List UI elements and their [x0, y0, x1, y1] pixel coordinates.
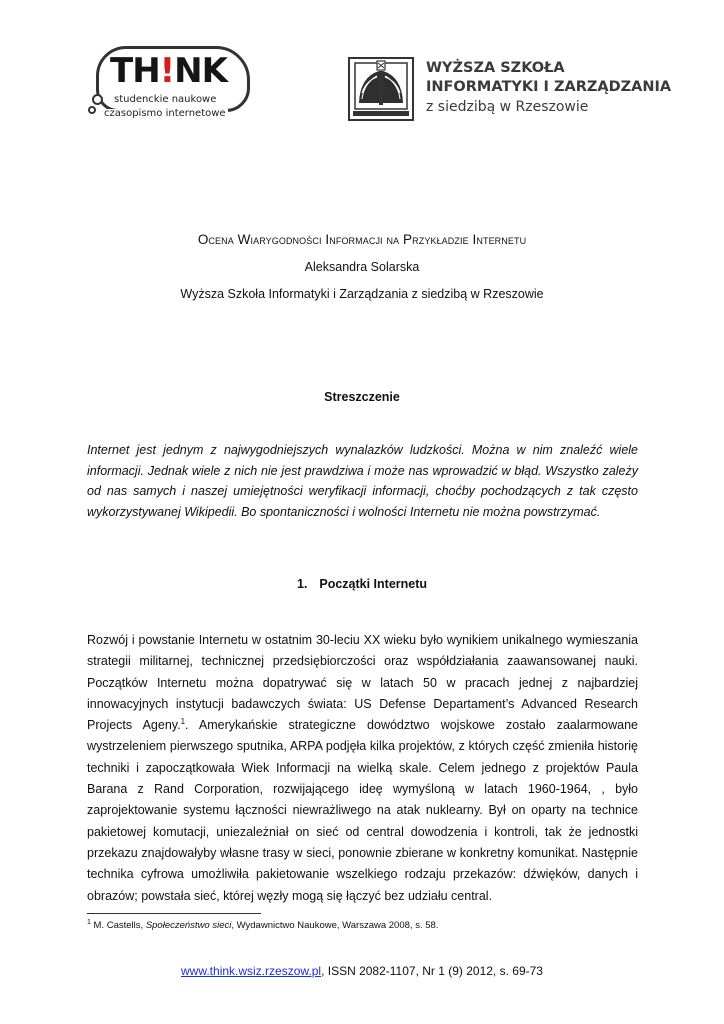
footer-citation: , ISSN 2082-1107, Nr 1 (9) 2012, s. 69-73 — [321, 964, 543, 978]
footnote-book-title: Społeczeństwo sieci — [145, 920, 232, 931]
journal-link[interactable]: www.think.wsiz.rzeszow.pl — [181, 964, 322, 978]
footnote-reference[interactable]: 1 — [180, 717, 186, 727]
abstract-text: Internet jest jednym z najwygodniejszych wynalazków ludzkości. Można w nim znaleźć wiele informacji. Jednak wiele z nich nie jest prawdziwa i może nas wprowadzić w błąd. Wszystko zależy od nas samych i naszej umiejętności weryfikacji informacji, choćby pochodzących z tak często wykorzystywanej Wikipedii. Bo spontaniczności i wolności Internetu nie można powstrzymać. — [87, 443, 638, 519]
footnote-number: 1 — [87, 918, 91, 926]
footnote — [87, 920, 438, 931]
footnote-details: , Wydawnictwo Naukowe, Warszawa 2008, s. 58. — [231, 920, 439, 931]
wsiz-name-line1: WYŻSZA SZKOŁA — [426, 60, 565, 76]
page-footer — [0, 964, 724, 978]
think-logo — [88, 40, 258, 122]
footnote-divider — [87, 913, 261, 914]
paper-title: Ocena Wiarygodności Informacji na Przykładzie Internetu — [197, 232, 527, 247]
think-bubble-dot-large — [92, 94, 103, 105]
wsiz-logo — [344, 55, 680, 125]
author-affiliation: Wyższa Szkoła Informatyki i Zarządzania z siedzibą w Rzeszowie — [180, 287, 544, 301]
abstract-heading: Streszczenie — [324, 390, 400, 404]
wsiz-crest-icon — [348, 57, 414, 121]
body-text-part1: Rozwój i powstanie Internetu w ostatnim 30-leciu XX wieku było wynikiem unikalnego wymieszania strategii militarnej, technicznej przedsiębiorczości oraz współdziałania zaawansowanej nauki. Początków Internetu można dopatrywać się w latach 50 w pracach jednej z najbardziej innowacyjnych instytucji badawczych świata: US Defense Departament’s Advanced Research Projects Ageny. — [87, 633, 638, 733]
footnote-author: M. Castells, — [90, 920, 146, 931]
think-subtitle-line1: studenckie naukowe — [114, 94, 217, 105]
author-name: Aleksandra Solarska — [304, 260, 420, 274]
think-bubble-dot-small — [88, 106, 96, 114]
body-paragraph — [87, 630, 638, 907]
section-number: 1. — [296, 577, 308, 591]
think-logo-word: TH!NK — [110, 51, 227, 91]
section-title: Początki Internetu — [319, 577, 428, 591]
section-heading — [0, 577, 724, 591]
think-subtitle-line2: czasopismo internetowe — [104, 108, 226, 119]
body-text-part2: . Amerykańskie strategiczne dowództwo wojskowe zostało zaalarmowane wystrzeleniem pierwszego sputnika, ARPA podjęła kilka projektów, z których część zmieniła historię techniki i zapoczątkowała Wiek Informacji na wielką skale. Celem jednego z projektów Paula Barana z Rand Corporation, rozwijającego ideę wymyśloną w latach 1960-1964, , było zaprojektowanie systemu łączności niewrażliwego na atak nuklearny. Był on oparty na technice pakietowej komutacji, uniezależniał on sieć od central dowodzenia i kontroli, tak że jednostki przekazu znajdowałyby własne trasy w sieci, ponownie zbierane w konkretny komunikat. Następnie technika cyfrowa umożliwiła pakietowanie wszelkiego rodzaju przekazów: dźwięków, danych i obrazów; powstała sieć, której węzły mogą się łączyć bez udziału central. — [87, 718, 638, 903]
wsiz-name-line3: z siedzibą w Rzeszowie — [426, 99, 589, 115]
wsiz-name-line2: INFORMATYKI I ZARZĄDZANIA — [426, 79, 672, 95]
